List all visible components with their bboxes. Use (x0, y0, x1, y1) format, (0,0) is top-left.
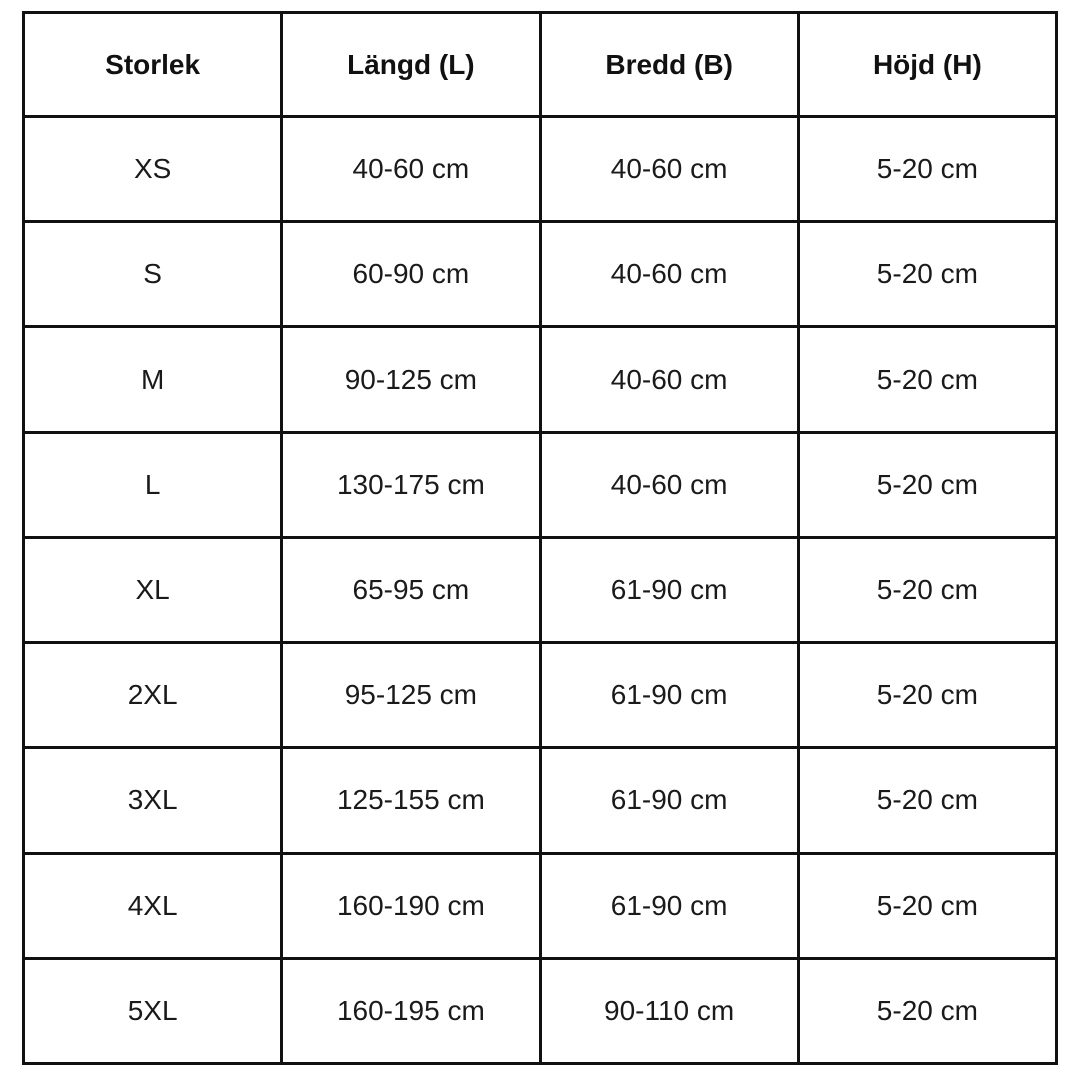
column-header-bredd: Bredd (B) (540, 13, 798, 117)
size-cell: L (24, 432, 282, 537)
table-row-xs (24, 117, 1057, 222)
table-row-3xl (24, 748, 1057, 853)
height-cell: 5-20 cm (798, 643, 1056, 748)
height-cell: 5-20 cm (798, 222, 1056, 327)
column-header-langd: Längd (L) (282, 13, 540, 117)
column-header-hojd: Höjd (H) (798, 13, 1056, 117)
width-cell: 40-60 cm (540, 432, 798, 537)
length-cell: 65-95 cm (282, 537, 540, 642)
length-cell: 40-60 cm (282, 117, 540, 222)
height-cell: 5-20 cm (798, 327, 1056, 432)
size-chart-header (24, 13, 1057, 117)
width-cell: 61-90 cm (540, 853, 798, 958)
table-row-5xl (24, 958, 1057, 1063)
size-cell: 2XL (24, 643, 282, 748)
width-cell: 90-110 cm (540, 958, 798, 1063)
size-cell: 5XL (24, 958, 282, 1063)
height-cell: 5-20 cm (798, 853, 1056, 958)
width-cell: 40-60 cm (540, 327, 798, 432)
length-cell: 125-155 cm (282, 748, 540, 853)
column-header-storlek: Storlek (24, 13, 282, 117)
length-cell: 60-90 cm (282, 222, 540, 327)
length-cell: 130-175 cm (282, 432, 540, 537)
length-cell: 90-125 cm (282, 327, 540, 432)
table-row-2xl (24, 643, 1057, 748)
length-cell: 95-125 cm (282, 643, 540, 748)
width-cell: 40-60 cm (540, 117, 798, 222)
width-cell: 61-90 cm (540, 748, 798, 853)
height-cell: 5-20 cm (798, 117, 1056, 222)
height-cell: 5-20 cm (798, 748, 1056, 853)
size-cell: S (24, 222, 282, 327)
size-cell: 3XL (24, 748, 282, 853)
table-row-m (24, 327, 1057, 432)
table-row-xl (24, 537, 1057, 642)
size-cell: M (24, 327, 282, 432)
height-cell: 5-20 cm (798, 432, 1056, 537)
size-cell: XS (24, 117, 282, 222)
width-cell: 40-60 cm (540, 222, 798, 327)
length-cell: 160-190 cm (282, 853, 540, 958)
size-cell: 4XL (24, 853, 282, 958)
size-chart-body (24, 117, 1057, 1064)
length-cell: 160-195 cm (282, 958, 540, 1063)
table-row-4xl (24, 853, 1057, 958)
size-cell: XL (24, 537, 282, 642)
height-cell: 5-20 cm (798, 958, 1056, 1063)
header-row (24, 13, 1057, 117)
table-row-s (24, 222, 1057, 327)
height-cell: 5-20 cm (798, 537, 1056, 642)
size-chart-table (22, 11, 1058, 1065)
table-row-l (24, 432, 1057, 537)
width-cell: 61-90 cm (540, 643, 798, 748)
width-cell: 61-90 cm (540, 537, 798, 642)
